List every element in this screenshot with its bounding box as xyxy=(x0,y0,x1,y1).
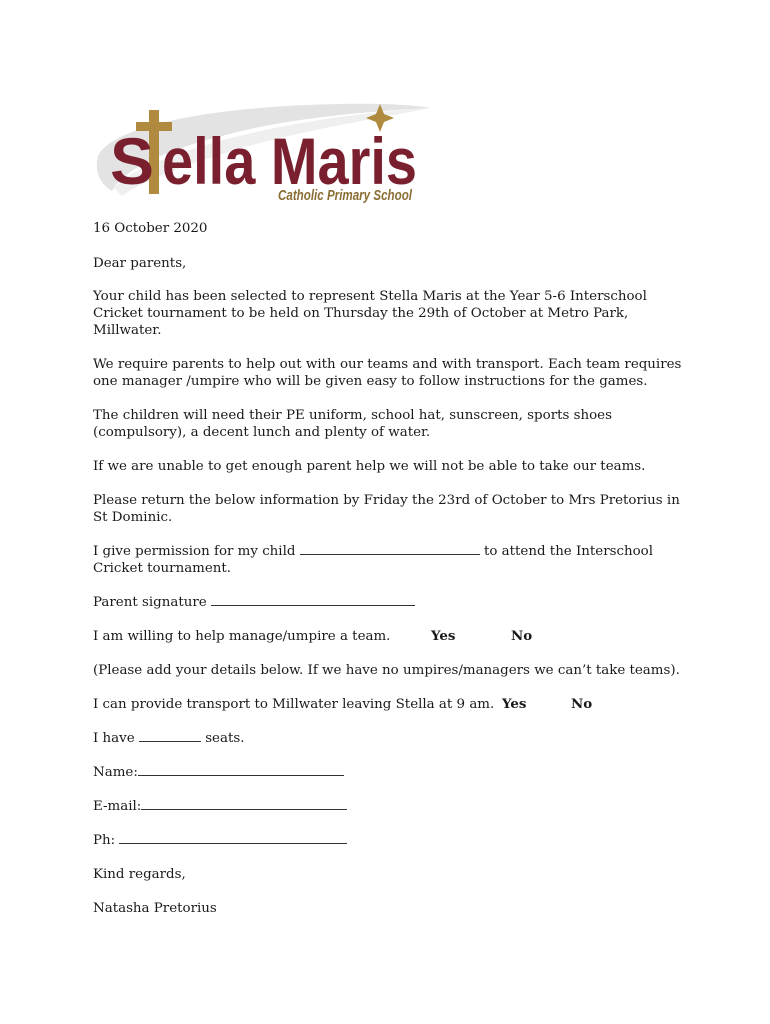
umpire-yes-option[interactable]: Yes xyxy=(431,628,456,644)
paragraph-3-line-2: (compulsory), a decent lunch and plenty of water. xyxy=(93,425,431,440)
permission-label-after: to attend the Interschool xyxy=(483,544,654,559)
phone-field[interactable] xyxy=(119,833,347,844)
name-label: Name: xyxy=(93,765,138,780)
paragraph-2-line-1: We require parents to help out with our teams and with transport. Each team requires xyxy=(93,357,682,372)
permission-line xyxy=(93,543,653,560)
umpire-question: I am willing to help manage/umpire a team. xyxy=(93,629,391,644)
transport-yes-option[interactable]: Yes xyxy=(502,696,527,712)
umpire-no-option[interactable]: No xyxy=(511,628,533,644)
paragraph-3-line-1: The children will need their PE uniform, school hat, sunscreen, sports shoes xyxy=(93,408,612,423)
email-field[interactable] xyxy=(141,799,347,810)
paragraph-5-line-2: St Dominic. xyxy=(93,510,173,525)
signature-line xyxy=(93,594,415,611)
phone-label: Ph: xyxy=(93,833,116,848)
details-note: (Please add your details below. If we have no umpires/managers we can’t take teams). xyxy=(93,663,680,678)
transport-no-option[interactable]: No xyxy=(571,696,593,712)
name-line xyxy=(93,764,344,781)
seats-label-after: seats. xyxy=(205,731,245,746)
seats-line xyxy=(93,730,244,747)
salutation: Dear parents, xyxy=(93,256,187,271)
email-label: E-mail: xyxy=(93,799,142,814)
letter-date: 16 October 2020 xyxy=(93,221,208,236)
paragraph-1-line-3: Millwater. xyxy=(93,323,162,338)
transport-question: I can provide transport to Millwater leaving Stella at 9 am. xyxy=(93,697,495,712)
signature-label: Parent signature xyxy=(93,595,207,610)
permission-label: I give permission for my child xyxy=(93,544,296,559)
phone-line xyxy=(93,832,347,849)
paragraph-1-line-2: Cricket tournament to be held on Thursday the 29th of October at Metro Park, xyxy=(93,306,629,321)
name-field[interactable] xyxy=(138,765,344,776)
logo-letter-s: S xyxy=(110,124,155,198)
logo-school-name: ella Maris xyxy=(162,124,417,198)
paragraph-2-line-2: one manager /umpire who will be given easy to follow instructions for the games. xyxy=(93,374,648,389)
signoff-name: Natasha Pretorius xyxy=(93,901,217,916)
seats-field[interactable] xyxy=(139,731,201,742)
school-logo xyxy=(92,96,432,208)
paragraph-5-line-1: Please return the below information by Friday the 23rd of October to Mrs Pretorius in xyxy=(93,493,680,508)
paragraph-1-line-1: Your child has been selected to represent Stella Maris at the Year 5-6 Interschool xyxy=(93,289,647,304)
seats-label: I have xyxy=(93,731,135,746)
closing: Kind regards, xyxy=(93,867,186,882)
permission-line-2: Cricket tournament. xyxy=(93,561,232,576)
signature-field[interactable] xyxy=(211,595,415,606)
logo-subtitle: Catholic Primary School xyxy=(278,187,413,204)
child-name-field[interactable] xyxy=(300,544,480,555)
email-line xyxy=(93,798,347,815)
paragraph-4: If we are unable to get enough parent help we will not be able to take our teams. xyxy=(93,459,646,474)
